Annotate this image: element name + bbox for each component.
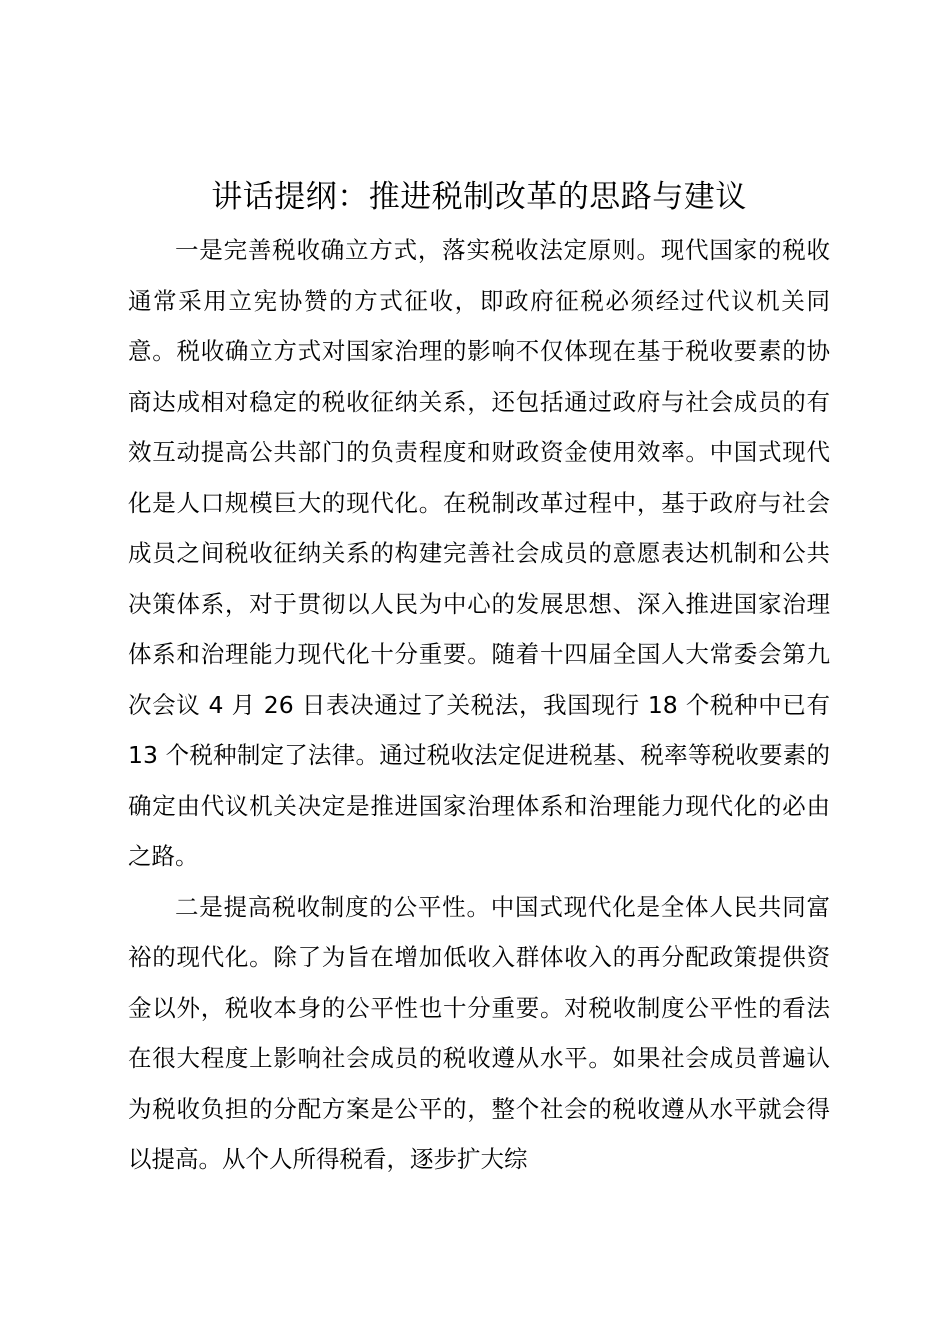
paragraph-2: 二是提高税收制度的公平性。中国式现代化是全体人民共同富裕的现代化。除了为旨在增加低收入群体收入的再分配政策提供资金以外，税收本身的公平性也十分重要。对税收制度公平性的看法在很大程度上影响社会成员的税收遵从水平。如果社会成员普遍认为税收负担的分配方案是公平的，整个社会的税收遵从水平就会得以提高。从个人所得税看，逐步扩大综: [128, 892, 830, 1173]
document-title: 讲话提纲：推进税制改革的思路与建议: [211, 179, 747, 215]
document-page: [128, 177, 830, 1185]
paragraph-1: 一是完善税收确立方式，落实税收法定原则。现代国家的税收通常采用立宪协赞的方式征收，即政府征税必须经过代议机关同意。税收确立方式对国家治理的影响不仅体现在基于税收要素的协商达成相对稳定的税收征纳关系，还包括通过政府与社会成员的有效互动提高公共部门的负责程度和财政资金使用效率。中国式现代化是人口规模巨大的现代化。在税制改革过程中，基于政府与社会成员之间税收征纳关系的构建完善社会成员的意愿表达机制和公共决策体系，对于贯彻以人民为中心的发展思想、深入推进国家治理体系和治理能力现代化十分重要。随着十四届全国人大常委会第九次会议 4 月 26 日表决通过了关税法，我国现行 18 个税种中已有 13 个税种制定了法律。通过税收法定促进税基、税率等税收要素的确定由代议机关决定是推进国家治理体系和治理能力现代化的必由之路。: [128, 236, 830, 870]
